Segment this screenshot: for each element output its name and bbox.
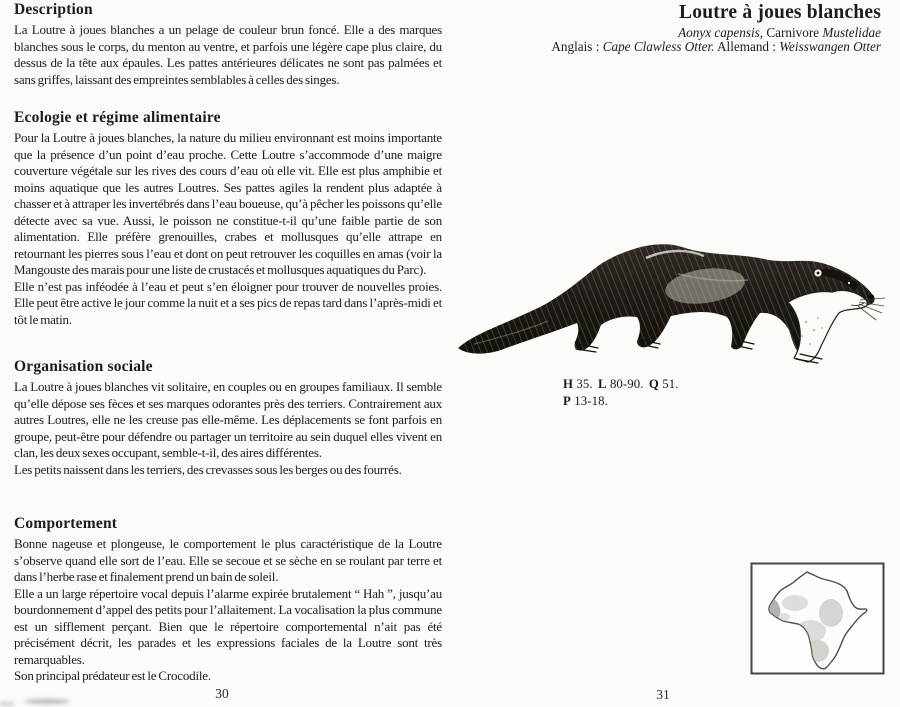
section-heading: Ecologie et régime alimentaire <box>14 109 221 126</box>
measurements <box>563 376 681 410</box>
page-title: Loutre à joues blanches <box>679 2 881 23</box>
scan-smudge <box>0 702 14 706</box>
measurements-line-1 <box>563 376 681 393</box>
page-left <box>14 0 442 707</box>
paragraph: Bonne nageuse et plongeuse, le comportement le plus caractéristique de la Loutre s’observe quand elle sort de l’eau. Elle se secoue et se sèche en se roulant par terre et dans l’herbe rase et finalement prend un bain de soleil. <box>14 536 442 584</box>
paragraph: Elle n’est pas inféodée à l’eau et peut s’en éloigner pour trouver de nouvelles proies. Elle peut être active le jour comme la nuit et a ses pics de repas tard dans l’après-midi et tôt le matin. <box>14 278 442 327</box>
translations-line <box>461 40 881 54</box>
measure-value: 51. <box>662 377 679 391</box>
otter-illustration <box>450 230 890 382</box>
german-name: Weisswangen Otter <box>779 39 881 55</box>
page-number-left: 30 <box>215 686 229 701</box>
africa-distribution-map <box>750 562 885 675</box>
page-number-right: 31 <box>656 687 670 702</box>
label-german: Allemand : <box>714 39 780 55</box>
paragraph: Son principal prédateur est le Crocodile. <box>14 668 211 683</box>
family-name: Mustelidae <box>822 25 881 40</box>
section-heading: Comportement <box>14 515 118 532</box>
order-text: , Carnivore <box>759 25 823 40</box>
measure-value: 80-90. <box>609 377 644 391</box>
paragraph: La Loutre à joues blanches a un pelage de couleur brun foncé. Elle a des marques blanches sous le corps, du menton au ventre, et parfois une légère cape plus claire, du dessus de la tête aux épaules. Les pattes antérieures délicates ne sont pas palmées et sans griffes, laissant des empreintes semblables à celles des singes. <box>14 22 442 87</box>
scientific-name: Aonyx capensis <box>678 25 760 40</box>
measure-value: 35. <box>576 377 593 391</box>
paragraph: La Loutre à joues blanches vit solitaire, en couples ou en groupes familiaux. Il semble qu’elle dépose ses fèces et ses marques odorantes près des terriers. Contrairement aux autres Loutres, elle ne les creuse pas elle-même. Les déplacements se font parfois en groupe, peut-être pour défendre ou partager un territoire au sein duquel elles vivent en clan, les deux sexes occupant, semble-t-il, des aires différentes. <box>14 379 442 460</box>
english-name: Cape Clawless Otter. <box>602 39 715 55</box>
measure-key: H <box>563 377 574 391</box>
measurements-line-2 <box>563 393 681 410</box>
scientific-name-line <box>461 26 881 40</box>
scan-smudge <box>24 699 70 704</box>
paragraph: Elle a un large répertoire vocal depuis l’alarme expirée brutalement “ Hah ”, jusqu’au bourdonnement d’appel des petits pour l’allaitement. La vocalisation la plus commune est un sifflement perçant. Bien que le répertoire comportemental n’ait pas été précisément décrit, les parades et les expressions faciales de la Loutre sont très remarquables. <box>14 585 442 667</box>
label-english: Anglais : <box>551 39 603 55</box>
paragraph: Les petits naissent dans les terriers, des crevasses sous les berges ou des fourrés. <box>14 461 402 477</box>
section-heading: Description <box>14 1 93 18</box>
section-organisation-sociale <box>14 359 442 478</box>
section-ecologie <box>14 110 442 328</box>
page-right-header <box>461 3 881 54</box>
measure-key: P <box>563 394 571 408</box>
measure-value: 13-18. <box>574 394 608 408</box>
measure-key: Q <box>648 377 659 391</box>
paragraph: Pour la Loutre à joues blanches, la nature du milieu environnant est moins importante que la présence d’un point d’eau proche. Cette Loutre s’accommode d’une maigre couverture végétale sur les rives des cours d’eau où elle vit. Elle est plus amphibie et moins aquatique que les autres Loutres. Ses pattes agiles la rendent plus adaptée à chasser et à attraper les invertébrés dans l’eau boueuse, qu’à pêcher les poissons qu’elle détecte avec sa vue. Aussi, le poisson ne constitue-t-il qu’une faible partie de son alimentation. Elle préfère grenouilles, crabes et mollusques qu’elle attrape en retournant les pierres sous l’eau et dont on peut retrouver les coquilles en amas (voir la Mangouste des marais pour une liste de crustacés et mollusques aquatiques du Parc). <box>14 130 442 277</box>
measure-key: L <box>597 377 607 391</box>
section-heading: Organisation sociale <box>14 358 153 375</box>
section-description <box>14 2 442 88</box>
section-comportement <box>14 516 442 685</box>
